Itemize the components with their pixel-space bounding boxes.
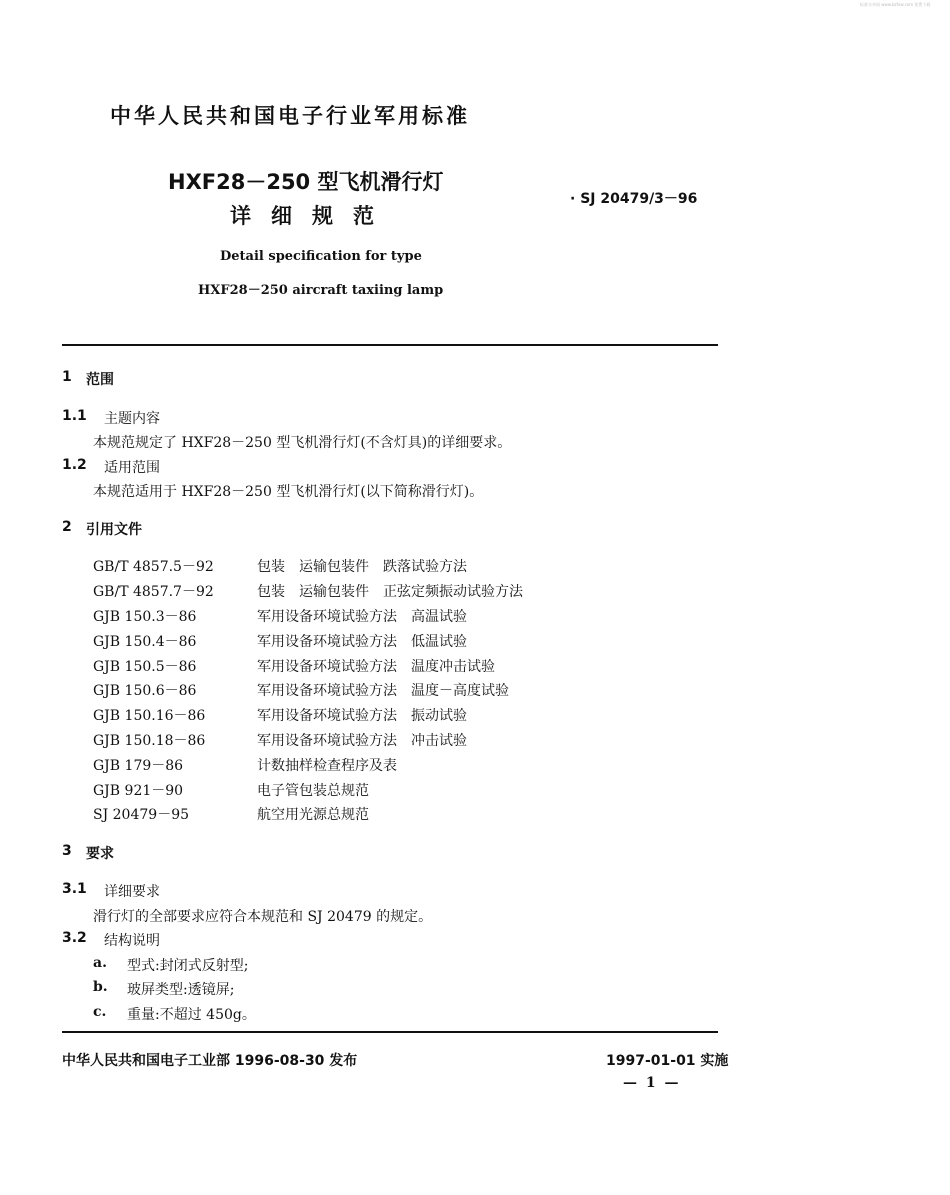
section-2-number: 2 [62,519,72,535]
section-3-1-title: 详细要求 [104,884,160,900]
header-divider [62,344,718,346]
corner-watermark: 标准分享网 www.bzfxw.com 免费下载 [860,2,931,7]
effective-date: 1997-01-01 实施 [606,1053,729,1069]
reference-code: GJB 150.5－86 [93,659,197,675]
reference-code: GB/T 4857.5－92 [93,559,214,575]
reference-code: GJB 150.3－86 [93,609,197,625]
reference-title: 军用设备环境试验方法 温度冲击试验 [257,659,495,675]
reference-code: GJB 150.16－86 [93,708,206,724]
section-3-number: 3 [62,843,72,859]
section-1-2-text: 本规范适用于 HXF28－250 型飞机滑行灯(以下简称滑行灯)。 [93,484,484,500]
section-1-2-number: 1.2 [62,457,87,473]
issue-date: 中华人民共和国电子工业部 1996-08-30 发布 [62,1053,358,1069]
section-3-2-title: 结构说明 [104,933,160,949]
standard-code: · SJ 20479/3－96 [570,191,698,207]
list-item-text: 重量:不超过 450g。 [127,1007,256,1023]
section-2-title: 引用文件 [86,522,142,538]
document-subtitle: 详细规范 [230,204,394,228]
list-item-text: 型式:封闭式反射型; [127,958,249,974]
reference-title: 军用设备环境试验方法 温度－高度试验 [257,683,509,699]
section-1-1-title: 主题内容 [104,411,160,427]
issuing-agency: 中华人民共和国电子行业军用标准 [110,104,470,128]
reference-code: GJB 150.4－86 [93,634,197,650]
section-3-1-number: 3.1 [62,881,87,897]
english-title-line1: Detail specification for type [220,249,422,264]
section-1-1-number: 1.1 [62,408,87,424]
reference-code: GJB 150.6－86 [93,683,197,699]
section-1-title: 范围 [86,372,114,388]
document-title: HXF28－250 型飞机滑行灯 [168,170,444,194]
section-1-1-text: 本规范规定了 HXF28－250 型飞机滑行灯(不含灯具)的详细要求。 [93,435,512,451]
reference-title: 计数抽样检查程序及表 [257,758,397,774]
reference-code: GB/T 4857.7－92 [93,584,214,600]
reference-title: 包装 运输包装件 正弦定频振动试验方法 [257,584,523,600]
reference-title: 电子管包装总规范 [257,783,369,799]
list-item-marker: b. [93,979,108,995]
list-item-text: 玻屏类型:透镜屏; [127,982,235,998]
reference-code: SJ 20479－95 [93,807,190,823]
page-number: — 1 — [623,1075,681,1091]
reference-code: GJB 150.18－86 [93,733,206,749]
reference-title: 军用设备环境试验方法 高温试验 [257,609,467,625]
footer-divider [62,1031,718,1033]
list-item-marker: a. [93,955,107,971]
section-3-title: 要求 [86,846,114,862]
section-1-2-title: 适用范围 [104,460,160,476]
reference-code: GJB 179－86 [93,758,184,774]
section-3-1-text: 滑行灯的全部要求应符合本规范和 SJ 20479 的规定。 [93,909,433,925]
section-1-number: 1 [62,369,72,385]
reference-title: 包装 运输包装件 跌落试验方法 [257,559,467,575]
reference-title: 军用设备环境试验方法 冲击试验 [257,733,467,749]
list-item-marker: c. [93,1004,107,1020]
reference-title: 军用设备环境试验方法 振动试验 [257,708,467,724]
english-title-line2: HXF28－250 aircraft taxiing lamp [198,283,444,298]
reference-title: 军用设备环境试验方法 低温试验 [257,634,467,650]
reference-title: 航空用光源总规范 [257,807,369,823]
reference-code: GJB 921－90 [93,783,184,799]
section-3-2-number: 3.2 [62,930,87,946]
